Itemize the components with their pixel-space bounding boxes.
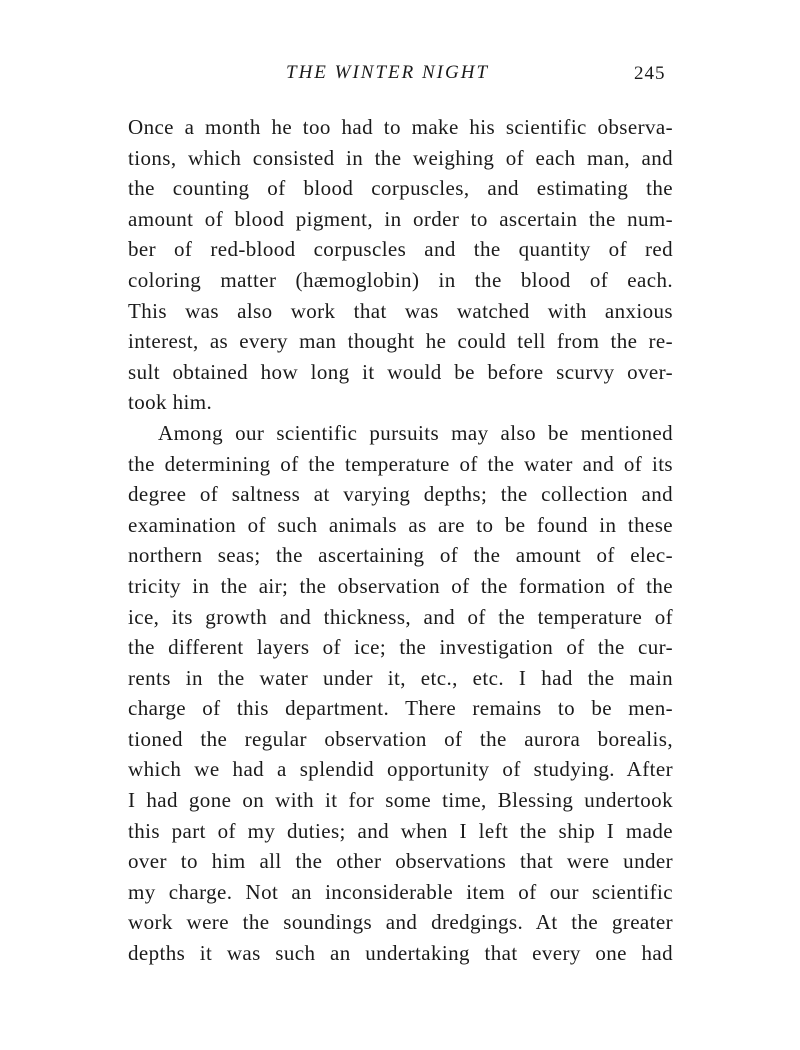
text-line: I had gone on with it for some time, Blessing undertook	[128, 788, 673, 813]
text-line: over to him all the other observations that were under	[128, 849, 673, 874]
text-line: my charge. Not an inconsiderable item of our scientific	[128, 879, 673, 904]
text-line: ber of red-blood corpuscles and the quantity of red	[128, 237, 673, 262]
text-line: work were the soundings and dredgings. At the greater	[128, 910, 673, 935]
text-line: Once a month he too had to make his scientific observa-	[128, 115, 673, 139]
text-line: rents in the water under it, etc., etc. I had the main	[128, 665, 673, 690]
running-head	[0, 62, 800, 92]
text-line: this part of my duties; and when I left the ship I made	[128, 818, 673, 843]
text-line: tions, which consisted in the weighing of each man, and	[128, 145, 673, 170]
text-line: sult obtained how long it would be before scurvy over-	[128, 359, 673, 384]
text-line: amount of blood pigment, in order to ascertain the num-	[128, 206, 673, 231]
text-line: This was also work that was watched with anxious	[128, 298, 673, 323]
text-line: examination of such animals as are to be found in these	[128, 512, 673, 537]
body-text	[128, 112, 673, 969]
text-line: the determining of the temperature of the water and of its	[128, 451, 673, 476]
text-line: northern seas; the ascertaining of the amount of elec-	[128, 543, 673, 568]
text-line: ice, its growth and thickness, and of the temperature of	[128, 604, 673, 629]
paragraph-2	[128, 418, 673, 969]
text-line: charge of this department. There remains to be men-	[128, 696, 673, 721]
running-title: THE WINTER NIGHT	[286, 62, 490, 83]
text-line: which we had a splendid opportunity of studying. After	[128, 757, 673, 782]
text-line: coloring matter (hæmoglobin) in the blood of each.	[128, 267, 673, 292]
text-line: the counting of blood corpuscles, and estimating the	[128, 176, 673, 201]
text-line: interest, as every man thought he could tell from the re-	[128, 329, 673, 354]
paragraph-1	[128, 112, 673, 418]
text-line: took him.	[128, 390, 213, 415]
text-line: degree of saltness at varying depths; the collection and	[128, 482, 673, 507]
text-line: tioned the regular observation of the aurora borealis,	[128, 726, 673, 751]
text-line: tricity in the air; the observation of the formation of the	[128, 573, 673, 598]
text-line: depths it was such an undertaking that every one had	[128, 941, 673, 966]
page-number: 245	[634, 63, 666, 84]
text-line: the different layers of ice; the investigation of the cur-	[128, 635, 673, 660]
text-line: Among our scientific pursuits may also be mentioned	[158, 420, 673, 445]
